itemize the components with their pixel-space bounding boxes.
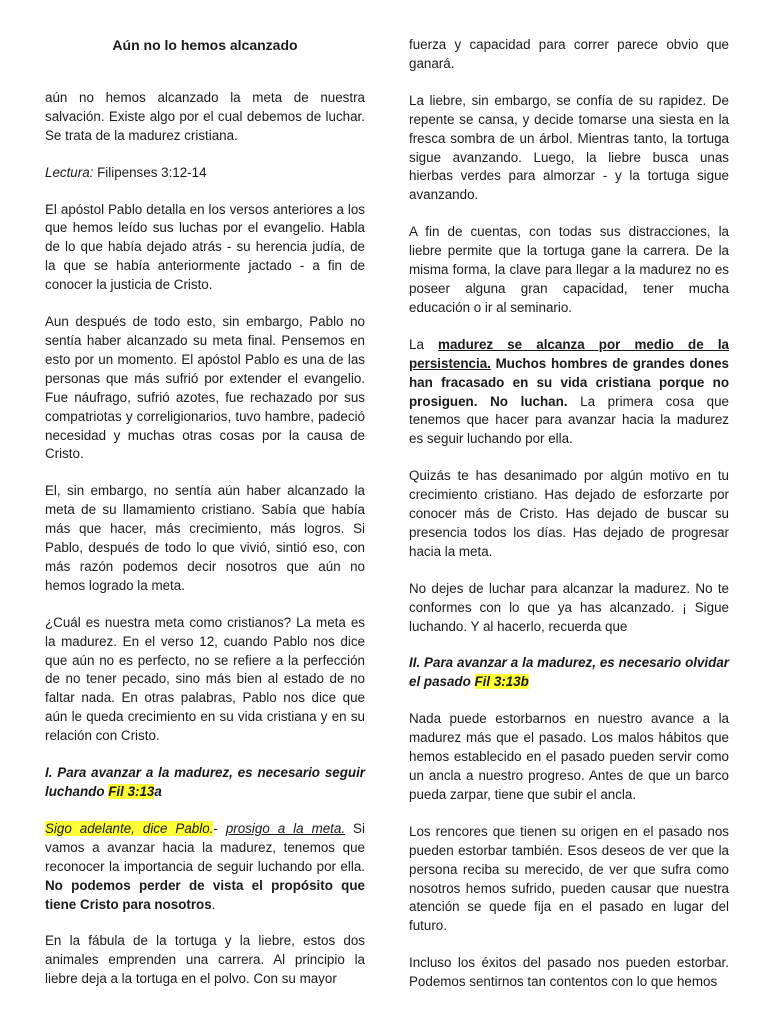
quote-dash: -	[213, 820, 226, 836]
reading-reference	[45, 164, 365, 183]
paragraph-rencores: Los rencores que tienen su origen en el pasado nos pueden estorbar también. Esos deseos de ver que la persona reciba su merecido, de ver que sufra como nosotros hemos sufrido, pueden causar que nuestra atención se quede fija en el pasado en lugar del futuro.	[409, 823, 729, 934]
section-heading-1-suffix: a	[154, 784, 162, 799]
paragraph-fabula: En la fábula de la tortuga y la liebre, estos dos animales emprenden una carrera. Al principio la liebre deja a la tortuga en el polvo. Con su mayor	[45, 933, 365, 987]
paragraph-nodejes: No dejes de luchar para alcanzar la madurez. No te conformes con lo que ya has alcanzado. ¡ Sigue luchando. Y al hacerlo, recuerda que	[409, 580, 729, 634]
quote-sigo-adelante: Sigo adelante, dice Pablo.	[45, 820, 214, 836]
document-title: Aún no lo hemos alcanzado	[112, 37, 298, 53]
paragraph-cual: ¿Cuál es nuestra meta como cristianos? La meta es la madurez. En el verso 12, cuando Pablo nos dice que aún no es perfecto, no se refiere a la perfección de no tener pecado, sino más bien al estado de no faltar nada. En otras palabras, Pablo nos dice que aún le queda crecimiento en su vida cristiana y en su relación con Cristo.	[45, 614, 365, 744]
paragraph-sigo	[45, 820, 365, 915]
reading-passage: Filipenses 3:12-14	[93, 164, 207, 180]
paragraph-quizas: Quizás te has desanimado por algún motivo en tu crecimiento cristiano. Has dejado de esforzarte por conocer más de Cristo. Has dejado de buscar su presencia todos los días. Has dejado de progresar hacia la meta.	[409, 468, 729, 559]
paragraph-nada: Nada puede estorbarnos en nuestro avance a la madurez más que el pasado. Los malos hábitos que hemos establecido en el pasado pueden servir como un ancla a nuestro progreso. Antes de que un barco pueda zarpar, tiene que subir el ancla.	[409, 711, 729, 802]
paragraph-fin: A fin de cuentas, con todas sus distracciones, la liebre permite que la tortuga gane la carrera. De la misma forma, la clave para llegar a la madurez no es poseer alguna gran capacidad, tener mucha educación o ir al seminario.	[409, 224, 729, 315]
paragraph-persistencia-underlined: madurez se alcanza por medio de la persistencia.	[409, 336, 729, 371]
paragraph-persistencia-bold: Muchos hombres de grandes dones han fracasado en su vida cristiana porque no prosiguen. No luchan.	[409, 355, 729, 409]
section-heading-1-text: I. Para avanzar a la madurez, es necesario seguir luchando	[45, 765, 365, 799]
section-heading-1	[45, 764, 365, 802]
paragraph-persistencia-start: La	[409, 336, 439, 352]
reading-label: Lectura:	[45, 164, 94, 180]
paragraph-pablo: El apóstol Pablo detalla en los versos anteriores a los que hemos leído sus luchas por el evangelio. Habla de lo que había dejado atrás - su herencia judía, de la que se había anteriormente jactado - a fin de conocer la justicia de Cristo.	[45, 201, 365, 293]
paragraph-sigo-end: .	[211, 896, 216, 912]
section-heading-2-text: II. Para avanzar a la madurez, es necesario olvidar el pasado	[409, 655, 729, 690]
right-column	[409, 0, 729, 1010]
paragraph-aun: Aun después de todo esto, sin embargo, Pablo no sentía haber alcanzado su meta final. Pensemos en esto por un momento. El apóstol Pablo es una de las personas que más sufrió por extender el evangelio. Fue náufrago, sufrió azotes, fue rechazado por sus compatriotas y correligionarios, tuvo hambre, padeció necesidad y muchas otras cosas por la causa de Cristo.	[45, 314, 365, 462]
paragraph-persistencia-rest: La primera cosa que tenemos que hacer para avanzar hacia la madurez es seguir luchando por ella.	[409, 393, 730, 447]
paragraph-persistencia	[409, 336, 729, 449]
paragraph-sigo-text: Si vamos a avanzar hacia la madurez, tenemos que reconocer la importancia de seguir luchando por ella.	[45, 820, 365, 874]
section-heading-1-ref: Fil 3:13	[108, 784, 155, 799]
paragraph-sigo-bold: No podemos perder de vista el propósito que tiene Cristo para nosotros	[45, 877, 365, 912]
left-column	[45, 0, 365, 1007]
quote-prosigo: prosigo a la meta.	[225, 820, 346, 836]
section-heading-2	[409, 654, 729, 692]
paragraph-fuerza: fuerza y capacidad para correr parece obvio que ganará.	[409, 37, 729, 71]
paragraph-incluso: Incluso los éxitos del pasado nos pueden estorbar. Podemos sentirnos tan contentos con lo que hemos	[409, 955, 729, 990]
section-heading-2-ref: Fil 3:13b	[474, 674, 529, 690]
paragraph-el: El, sin embargo, no sentía aún haber alcanzado la meta de su llamamiento cristiano. Sabía que había más que hacer, más crecimiento, más logros. Si Pablo, después de todo lo que vivió, sintió eso, con más razón podemos decir nosotros que aún no hemos logrado la meta.	[45, 483, 365, 593]
paragraph-liebre: La liebre, sin embargo, se confía de su rapidez. De repente se cansa, y decide tomarse una siesta en la fresca sombra de un árbol. Mientras tanto, la tortuga sigue avanzando. Luego, la liebre busca unas hierbas verdes para almorzar - y la tortuga sigue avanzando.	[409, 92, 729, 203]
paragraph-intro: aún no hemos alcanzado la meta de nuestra salvación. Existe algo por el cual debemos de luchar. Se trata de la madurez cristiana.	[45, 89, 365, 143]
